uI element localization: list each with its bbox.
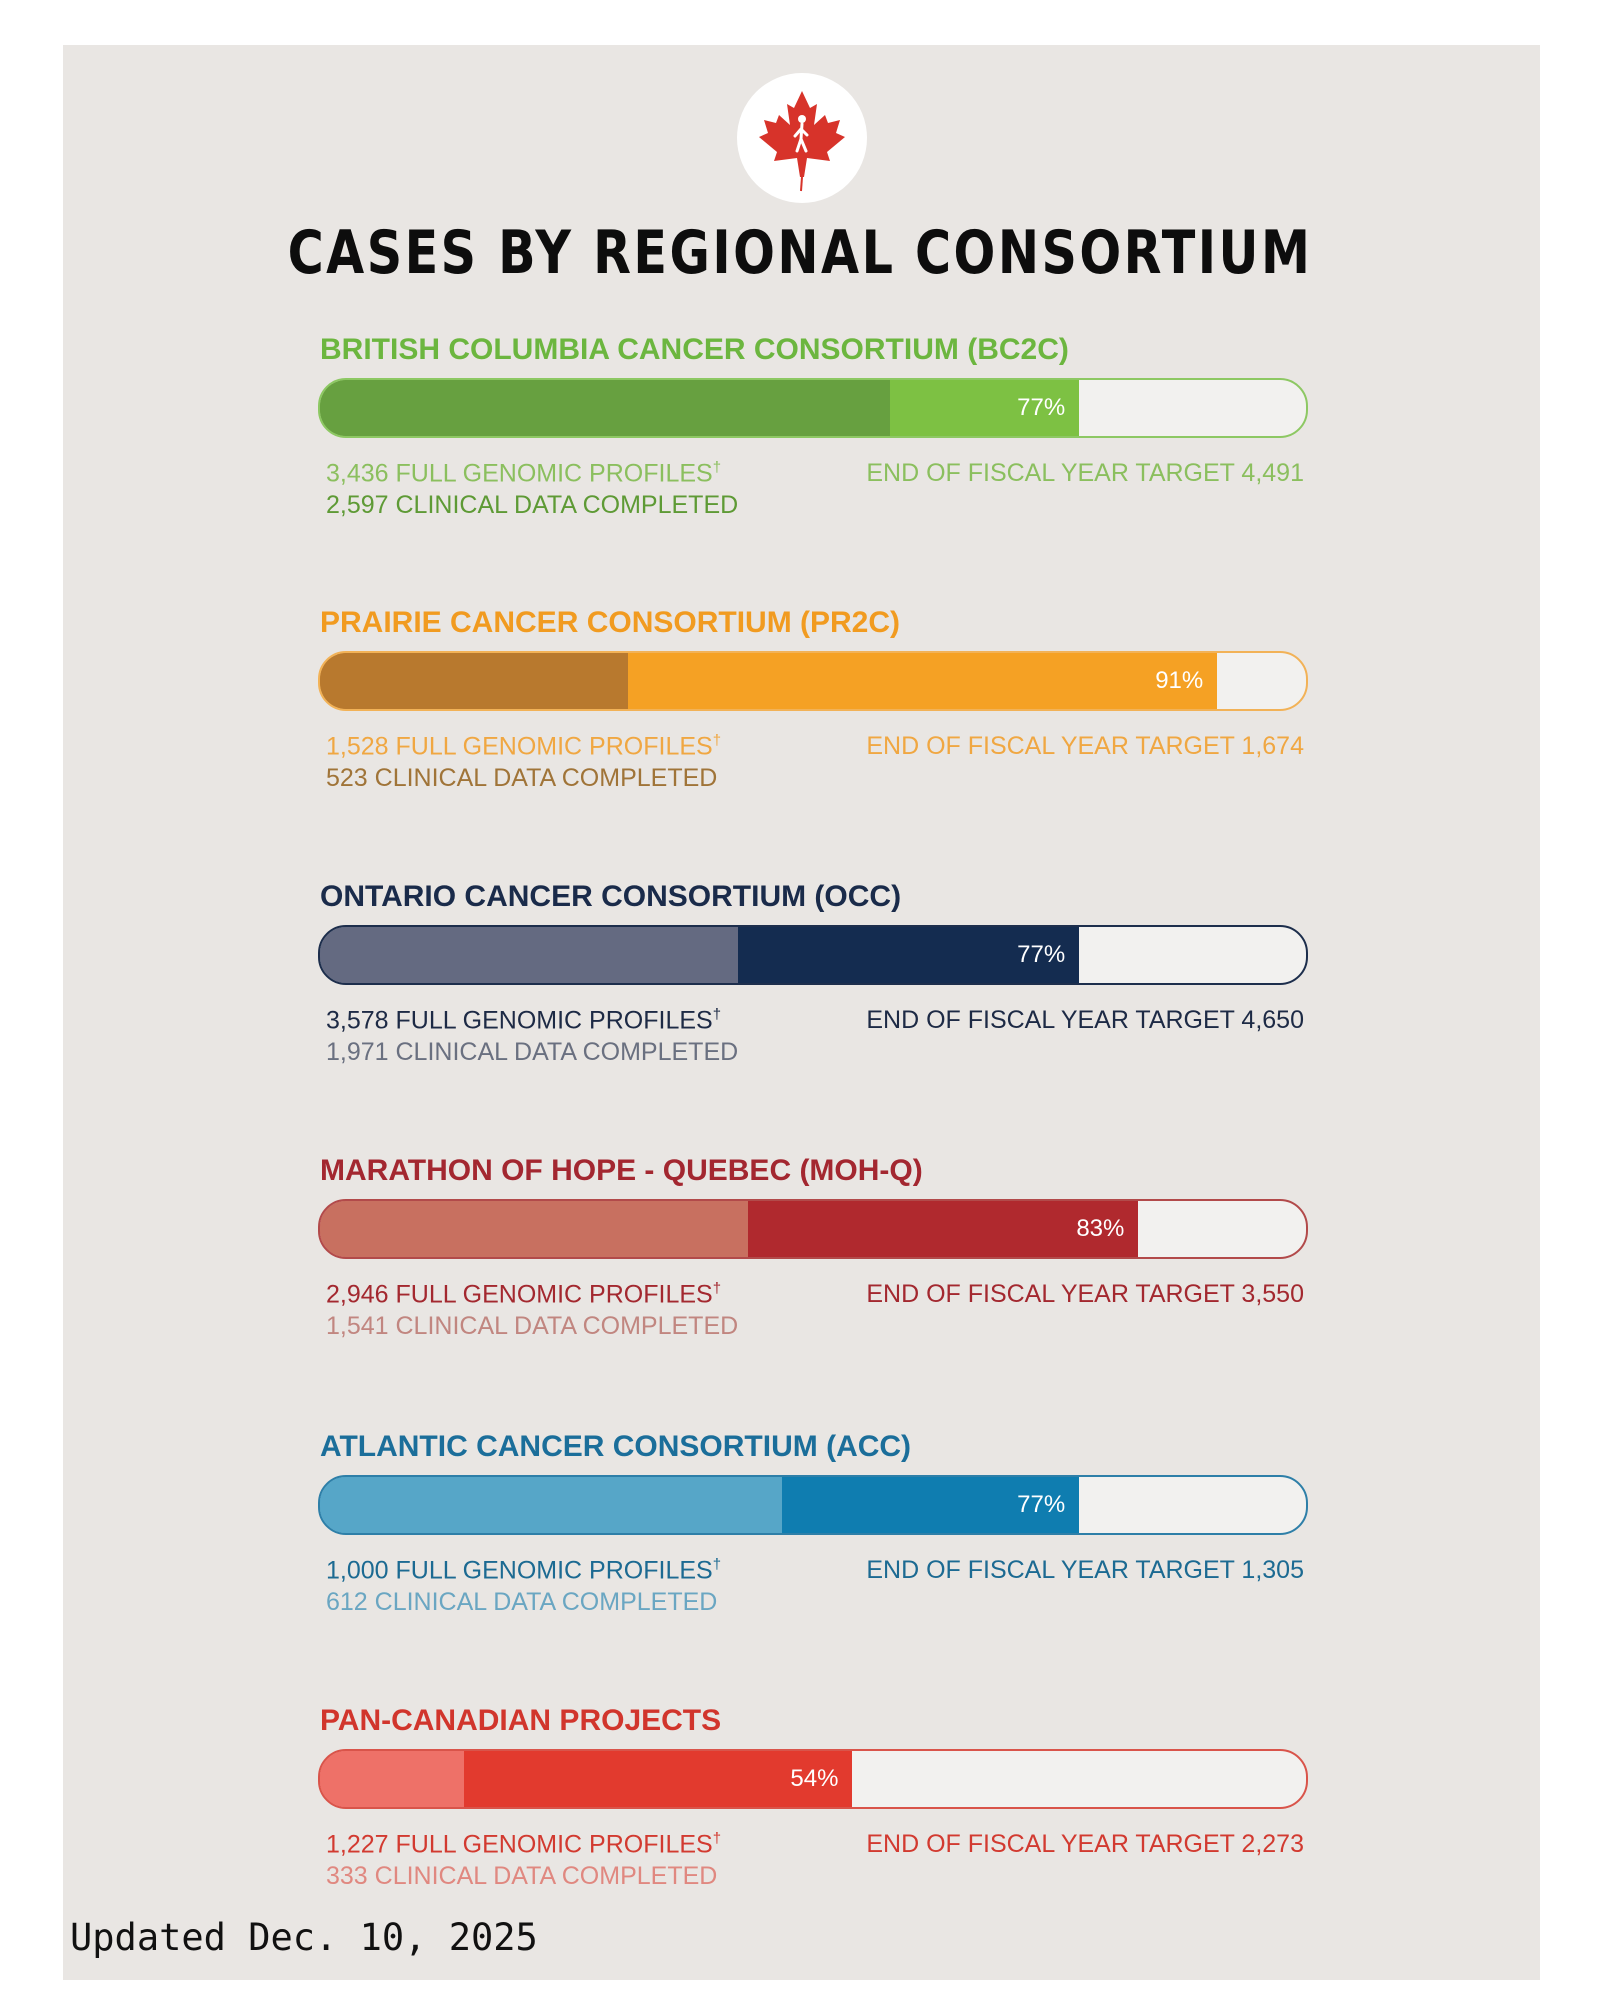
genomic-profiles-count (326, 1556, 721, 1585)
clinical-data-count: 1,541 CLINICAL DATA COMPLETED (326, 1312, 739, 1340)
fiscal-year-target: END OF FISCAL YEAR TARGET 1,305 (866, 1556, 1304, 1584)
clinical-data-count: 523 CLINICAL DATA COMPLETED (326, 764, 718, 792)
footnote-dagger: † (712, 459, 722, 476)
fiscal-year-target: END OF FISCAL YEAR TARGET 4,491 (866, 459, 1304, 487)
progress-bar-track (318, 925, 1308, 985)
clinical-data-count: 2,597 CLINICAL DATA COMPLETED (326, 491, 739, 519)
footnote-dagger: † (712, 1556, 722, 1573)
percent-label: 91% (1155, 667, 1204, 694)
genomic-profiles-count (326, 1830, 721, 1859)
percent-label: 77% (1017, 394, 1066, 421)
clinical-data-count: 1,971 CLINICAL DATA COMPLETED (326, 1038, 739, 1066)
genomic-profiles-text: 2,946 FULL GENOMIC PROFILES (326, 1280, 713, 1309)
genomic-profiles-count (326, 1280, 721, 1309)
logo (737, 73, 867, 203)
consortium-block (318, 606, 1308, 866)
consortium-name: PRAIRIE CANCER CONSORTIUM (PR2C) (320, 606, 901, 639)
clinical-data-fill (320, 1751, 464, 1807)
consortium-block (318, 333, 1308, 593)
consortium-block (318, 1154, 1308, 1414)
percent-label: 83% (1076, 1215, 1125, 1242)
genomic-profiles-count (326, 1006, 721, 1035)
progress-bar-track (318, 1749, 1308, 1809)
consortium-name: ATLANTIC CANCER CONSORTIUM (ACC) (320, 1430, 912, 1463)
clinical-data-fill (320, 653, 628, 709)
page-title: CASES BY REGIONAL CONSORTIUM (287, 218, 1313, 288)
footnote-dagger: † (712, 732, 722, 749)
consortium-block (318, 1430, 1308, 1690)
fiscal-year-target: END OF FISCAL YEAR TARGET 4,650 (866, 1006, 1304, 1034)
clinical-data-fill (320, 1201, 748, 1257)
percent-label: 77% (1017, 941, 1066, 968)
consortium-name: BRITISH COLUMBIA CANCER CONSORTIUM (BC2C) (320, 333, 1069, 366)
genomic-profiles-text: 3,578 FULL GENOMIC PROFILES (326, 1006, 713, 1035)
fiscal-year-target: END OF FISCAL YEAR TARGET 1,674 (866, 732, 1304, 760)
clinical-data-fill (320, 380, 890, 436)
updated-date: Updated Dec. 10, 2025 (70, 1916, 538, 1959)
consortium-block (318, 880, 1308, 1140)
clinical-data-fill (320, 1477, 782, 1533)
fiscal-year-target: END OF FISCAL YEAR TARGET 2,273 (866, 1830, 1304, 1858)
footnote-dagger: † (712, 1280, 722, 1297)
genomic-profiles-count (326, 459, 721, 488)
percent-label: 77% (1017, 1491, 1066, 1518)
genomic-profiles-text: 1,528 FULL GENOMIC PROFILES (326, 732, 713, 761)
genomic-profiles-text: 1,227 FULL GENOMIC PROFILES (326, 1830, 713, 1859)
consortium-name: ONTARIO CANCER CONSORTIUM (OCC) (320, 880, 902, 913)
consortium-name: MARATHON OF HOPE - QUEBEC (MOH-Q) (320, 1154, 923, 1187)
genomic-profiles-count (326, 732, 721, 761)
genomic-profiles-text: 1,000 FULL GENOMIC PROFILES (326, 1556, 713, 1585)
footnote-dagger: † (712, 1830, 722, 1847)
progress-bar-track (318, 651, 1308, 711)
progress-bar-track (318, 1199, 1308, 1259)
percent-label: 54% (790, 1765, 839, 1792)
progress-bar-track (318, 378, 1308, 438)
progress-bar-track (318, 1475, 1308, 1535)
maple-leaf-runner-icon (737, 73, 867, 203)
genomic-profiles-text: 3,436 FULL GENOMIC PROFILES (326, 459, 713, 488)
consortium-name: PAN-CANADIAN PROJECTS (320, 1704, 722, 1737)
clinical-data-fill (320, 927, 738, 983)
fiscal-year-target: END OF FISCAL YEAR TARGET 3,550 (866, 1280, 1304, 1308)
clinical-data-count: 333 CLINICAL DATA COMPLETED (326, 1862, 718, 1890)
footnote-dagger: † (712, 1006, 722, 1023)
clinical-data-count: 612 CLINICAL DATA COMPLETED (326, 1588, 718, 1616)
